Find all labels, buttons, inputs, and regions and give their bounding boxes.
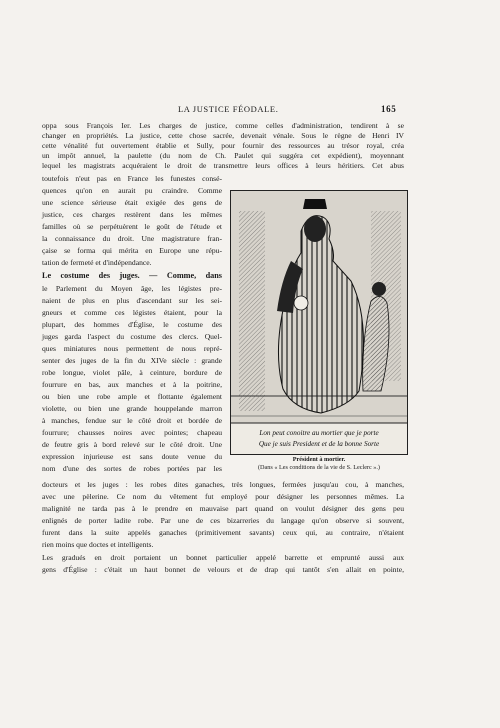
text-line: docteurs et les juges : les robes dites ganaches, très longues, fermées jusqu'au cou, à manches,: [42, 480, 404, 489]
text-line: violette, ou bien une grande houppelande marron: [42, 404, 222, 413]
text-line: naient de plus en plus d'ascendant sur les sei-: [42, 296, 222, 305]
text-line: juges garda l'aspect du costume des clercs. Quel-: [42, 332, 222, 341]
text-line: le Parlement du Moyen âge, les légistes pre-: [42, 284, 222, 293]
page-number: 165: [381, 104, 397, 114]
text-line: enlignés de porter ladite robe. Par une de ces bizarreries du langage qu'on observe si souvent,: [42, 516, 404, 525]
text-line: tation de fermeté et d'indépendance.: [42, 258, 152, 267]
text-line: oppa sous François Ier. Les charges de justice, comme celles d'administration, tendirent à se: [42, 121, 404, 130]
section-heading: Le costume des juges. — Comme, dans: [42, 271, 222, 280]
text-line: lequel les magistrats acquéraient le droit de transmettre leurs offices à leurs héritiers. Cet abus: [42, 161, 404, 170]
text-line: cette vénalité fut ouvertement établie et Sully, pour fournir des ressources au trésor royal, créa: [42, 141, 404, 150]
text-line: malignité ne tarda pas à le prendre en mauvaise part quand on voulut désigner des gens peu: [42, 504, 404, 513]
text-line: nom d'une des sortes de robes portées par les: [42, 464, 222, 473]
text-line: fourrure en bas, aux manches et à la poitrine,: [42, 380, 222, 389]
text-line: toutefois n'eut pas en France les funestes consé-: [42, 174, 222, 183]
text-line: gneurs et comme ces légistes étaient, pour la: [42, 308, 222, 317]
running-header: [0, 104, 500, 116]
text-line: Les gradués en droit portaient un bonnet particulier appelé barrette et emprunté aussi aux: [42, 553, 404, 562]
text-line: changer en propriétés. La justice, cette chose sacrée, devenait vénale. Sous le règne de Henri IV: [42, 131, 404, 140]
text-line: senter des juges de la fin du XIVe siècle : grande: [42, 356, 222, 365]
text-line: rien moins que doctes et intelligents.: [42, 540, 154, 549]
text-line: robe longue, violet pâle, à ceinture, bordure de: [42, 368, 222, 377]
text-line: gens d'Église : c'était un haut bonnet de velours et de drap qui tantôt s'en allait en pointe,: [42, 565, 404, 574]
text-line: familles où se perpétuèrent le goût de l'étude et: [42, 222, 222, 231]
inscription-line-1: Lon peut conoitre au mortier que je porte: [259, 429, 379, 437]
caption-title: Président à mortier.: [292, 456, 346, 463]
text-line: de feutre gris à bord relevé sur le côté droit. Une: [42, 440, 222, 449]
text-line: à manches, fendue sur le côté droit et bordée de: [42, 416, 222, 425]
text-line: avec une pèlerine. Ce nom du vêtement fut employé pour désigner les personnes mêmes. La: [42, 492, 404, 501]
text-line: plupart, des hommes d'Église, le costume des: [42, 320, 222, 329]
running-title: LA JUSTICE FÉODALE.: [178, 104, 279, 114]
caption-source: (Dans « Les conditions de la vie de S. Leclerc ».): [258, 464, 380, 471]
text-line: çaise se forma qui mérita en Europe une répu-: [42, 246, 222, 255]
text-line: ques miniatures nous permettent de nous repré-: [42, 344, 222, 353]
text-line: furent dans la suite appelés ganaches (primitivement savants) ceux qui, au contraire, n'étaient: [42, 528, 404, 537]
text-line: fourrure; chausses noires avec pointes; chapeau: [42, 428, 222, 437]
text-line: quences qu'on en aurait pu craindre. Comme: [42, 186, 222, 195]
text-line: expression injurieuse est sans doute venue du: [42, 452, 222, 461]
inscription-line-2: Que je suis President et de la bonne Sorte: [258, 440, 380, 448]
engraving-figure: [230, 190, 408, 455]
text-line: un impôt annuel, la paulette (du nom de Ch. Paulet qui suggéra cet expédient), moyennant: [42, 151, 404, 160]
text-line: ou bien une robe ample et flottante également: [42, 392, 222, 401]
text-line: une science sérieuse était exigée des gens de: [42, 198, 222, 207]
text-line: justice, ces charges restèrent dans les mêmes: [42, 210, 222, 219]
figure-caption: [230, 456, 408, 472]
text-line: la connaissance du droit. Une magistrature fran-: [42, 234, 222, 243]
president-engraving-illustration: [231, 191, 407, 454]
